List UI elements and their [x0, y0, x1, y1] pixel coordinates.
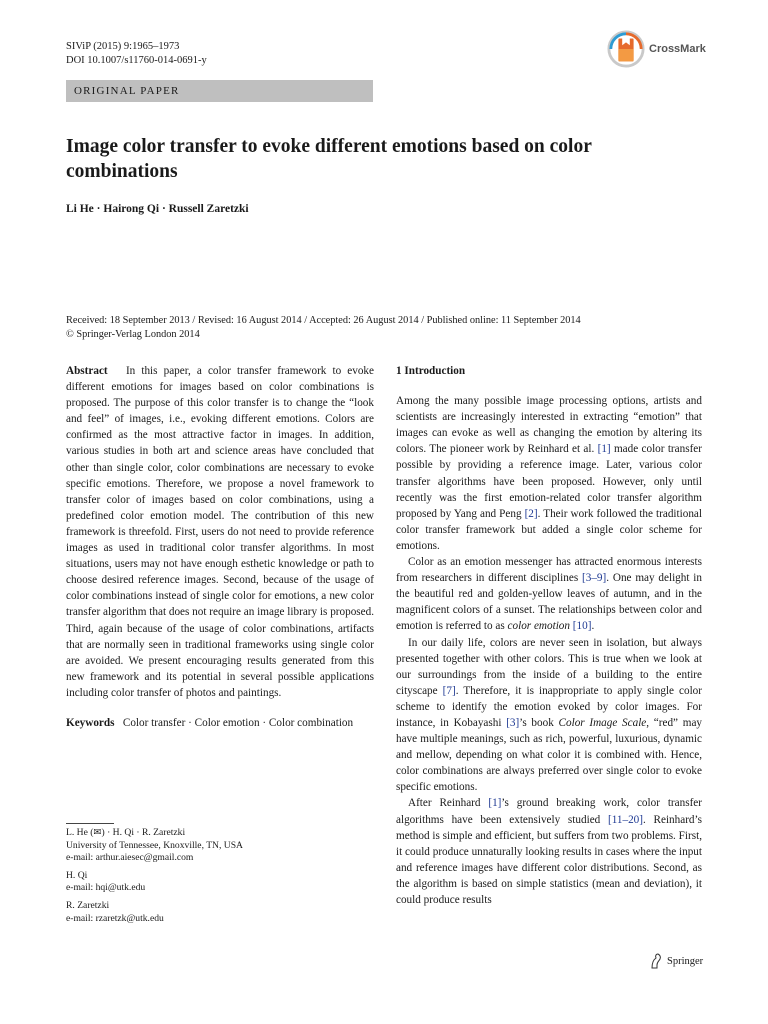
abstract-heading: Abstract [66, 365, 108, 377]
text: Among the many possible image processing options, artists and scientists are increasingly interested in extracting “emotion” that images can evoke as well as changing the emotion by altering its colors. The pioneer work by Reinhard et al. [396, 395, 702, 456]
keywords-text: Color transfer · Color emotion · Color combination [122, 716, 354, 729]
citation-link[interactable]: [3–9] [582, 572, 607, 585]
affiliations [66, 823, 374, 930]
footnote-rule [66, 823, 114, 824]
dates-line: Received: 18 September 2013 / Revised: 16 August 2014 / Accepted: 26 August 2014 / Published online: 11 September 2014 [66, 315, 581, 326]
citation-link[interactable]: [10] [572, 620, 592, 633]
text: . Reinhard’s method is simple and efficient, but suffers from two problems. First, it could produce unnaturally looking results in cases where the input and reference images have different color distributions. Second, as the algorithm is based on simple statistics (mean and deviation), it could produce results [396, 813, 702, 906]
publisher-name: Springer [667, 955, 704, 967]
affil-email[interactable]: e-mail: hqi@utk.edu [66, 882, 146, 894]
left-column [66, 363, 374, 731]
affil-email[interactable]: e-mail: rzaretzk@utk.edu [66, 912, 164, 924]
text: . [591, 620, 595, 633]
text: . One may delight in the beautiful red and golden-yellow leaves of autumn, and in the magnificent colors of a sunset. The relationships between color and emotion is referred to as [396, 572, 702, 633]
springer-horse-icon [649, 953, 663, 969]
paragraph [396, 635, 702, 796]
citation-link[interactable]: [3] [506, 716, 520, 729]
affil-author: H. Qi [66, 869, 88, 881]
text: , “red” may have multiple meanings, such as rich, powerful, luxurious, dynamic and mellow, depending on what color it is combined with. Hence, color combinations are always preferred over single color to evoke specific emotions. [396, 716, 703, 794]
publisher-footer [649, 953, 703, 969]
text: made color transfer possible by providing a reference image. Later, various color transfer algorithms have been proposed. However, only until recently was the first emotion-related color transfer algorithm proposed by Yang and Peng [396, 443, 702, 520]
affil-author: R. Zaretzki [66, 899, 110, 911]
paragraph [396, 554, 702, 634]
citation-link[interactable]: [11–20] [607, 813, 643, 826]
crossmark-badge[interactable] [607, 30, 706, 68]
affil-authors: L. He (✉) · H. Qi · R. Zaretzki [66, 827, 186, 838]
citation-link[interactable]: [1] [488, 797, 502, 810]
article-type-banner: ORIGINAL PAPER [66, 80, 373, 102]
crossmark-icon [607, 30, 645, 68]
doi[interactable]: DOI 10.1007/s11760-014-0691-y [66, 55, 207, 66]
affiliation-block [66, 870, 374, 895]
text: After Reinhard [408, 797, 489, 810]
journal-citation: SIViP (2015) 9:1965–1973 [66, 41, 180, 52]
affil-email[interactable]: e-mail: arthur.aiesec@gmail.com [66, 852, 194, 864]
citation-link[interactable]: [2] [524, 507, 538, 520]
paragraph [396, 393, 702, 554]
text: . Therefore, it is inappropriate to apply single color scheme to identify the emotion evoked by color images. For instance, in Kobayashi [396, 684, 702, 729]
citation-link[interactable]: [7] [442, 684, 456, 697]
abstract [66, 363, 374, 701]
right-column [396, 363, 702, 908]
keywords [66, 715, 374, 731]
affil-institution: University of Tennessee, Knoxville, TN, USA [66, 839, 243, 851]
crossmark-label: CrossMark [649, 43, 706, 55]
publication-dates [66, 314, 726, 342]
affiliation-block [66, 900, 374, 925]
paragraph [396, 795, 702, 908]
text: ’s book [519, 716, 559, 729]
journal-header [66, 40, 207, 68]
keywords-heading: Keywords [66, 716, 115, 729]
text: Color as an emotion messenger has attracted enormous interests from researchers in different disciplines [396, 556, 702, 585]
section-heading: 1 Introduction [396, 365, 466, 377]
affiliation-block [66, 827, 374, 865]
text: . Their work followed the traditional color transfer framework but added a single color scheme for emotions. [396, 507, 702, 552]
abstract-text: In this paper, a color transfer framework to evoke different emotions for images based on color combinations is proposed. The purpose of this color transfer is to change the “look and feel” of images, i.e., evoking different emotions. Colors are confirmed as the most attractive factor in images. In addition, various studies in both art and science areas have concluded that other than single color, color combinations are necessary to evoke specific emotions. Therefore, we propose a novel framework to transfer color of images based on color combinations, using a predefined color emotion model. The contribution of this new framework is threefold. First, users do not need to provide reference images as used in traditional color transfer algorithms. In most situations, users may not have enough esthetic knowledge or path to choose desired reference images. Second, because of the usage of color combinations instead of single color for emotions, a new color transfer algorithm that does not require an image library is proposed. Third, again because of the usage of color combinations, artifacts that are normally seen in traditional frameworks using single color are avoided. We present encouraging results generated from this new framework and its potential in several possible applications including color transfer of photos and paintings. [66, 365, 374, 699]
text: In our daily life, colors are never seen in isolation, but always presented together with other colors. This is true when we look at our surroundings from the inside of a building to the entire cityscape [396, 636, 702, 697]
emphasis: color emotion [507, 620, 570, 633]
text: ’s ground breaking work, color transfer algorithms have been extensively studied [396, 797, 702, 826]
emphasis: Color Image Scale [558, 716, 647, 729]
citation-link[interactable]: [1] [597, 443, 611, 456]
paper-title: Image color transfer to evoke different emotions based on color combinations [66, 136, 592, 182]
copyright-line: © Springer-Verlag London 2014 [66, 329, 200, 340]
authors: Li He · Hairong Qi · Russell Zaretzki [66, 203, 249, 215]
